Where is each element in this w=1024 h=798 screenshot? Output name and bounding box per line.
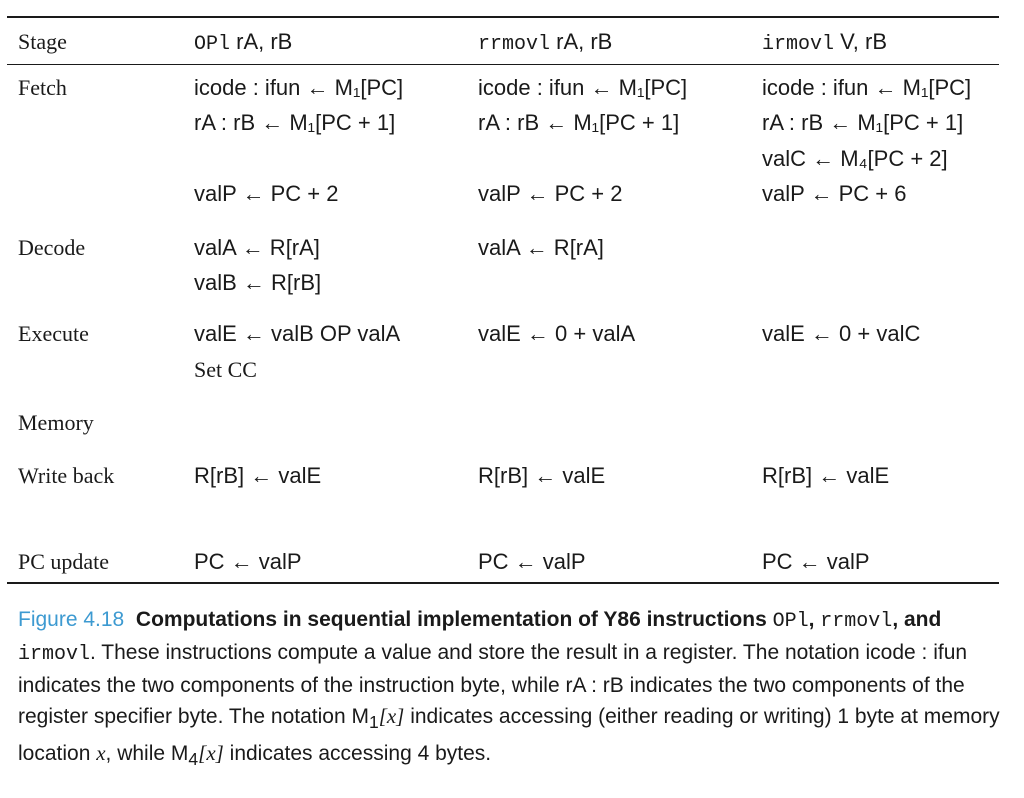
irmovl-execute-vale: valE ← 0 + valC [762,321,921,346]
op1-decode-vala: valA ← R[rA] [194,235,320,260]
rrmovl-fetch-regs: rA : rB ← M₁[PC + 1] [478,110,680,135]
caption-code-irmovl: irmovl [18,643,91,666]
op1-execute-setcc: Set CC [194,357,257,382]
caption-title-text: Computations in sequential implementation of Y86 instructions [135,608,773,631]
caption-code-rrmovl: rrmovl [820,610,893,633]
rrmovl-pcupdate: PC ← valP [478,549,586,574]
table-top-rule [7,16,999,18]
header-irmovl [762,29,887,58]
caption-body4: indicates accessing 4 bytes. [223,742,492,766]
irmovl-pcupdate: PC ← valP [762,549,870,574]
caption-and: , and [892,608,942,631]
caption-x2: [x] [198,741,224,766]
irmovl-fetch-valc: valC ← M₄[PC + 2] [762,146,948,171]
stage-decode: Decode [18,235,86,260]
figure-label: Figure 4.18 [18,608,125,631]
op1-writeback: R[rB] ← valE [194,463,322,488]
op1-execute-vale: valE ← valB OP valA [194,321,401,346]
stage-writeback: Write back [18,463,115,488]
header-rrmovl-operands: rA, rB [550,29,613,54]
header-irmovl-operands: V, rB [834,29,888,54]
caption-sub1: 1 [368,712,379,733]
caption-sub4: 4 [188,749,199,770]
header-irmovl-mnemonic: irmovl [762,33,835,56]
table-header-rule [7,64,999,65]
op1-fetch-valp: valP ← PC + 2 [194,181,339,206]
rrmovl-writeback: R[rB] ← valE [478,463,606,488]
header-stage: Stage [18,29,67,54]
rrmovl-fetch-icode: icode : ifun ← M₁[PC] [478,75,688,100]
caption-x1: [x] [378,704,405,728]
table-bottom-rule [7,582,999,584]
op1-fetch-regs: rA : rB ← M₁[PC + 1] [194,110,396,135]
op1-fetch-icode: icode : ifun ← M₁[PC] [194,75,404,100]
header-op1-mnemonic: OPl [194,33,231,56]
caption-body3: , while M [105,742,189,766]
irmovl-writeback: R[rB] ← valE [762,463,890,488]
op1-decode-valb: valB ← R[rB] [194,270,322,295]
stage-pcupdate: PC update [18,549,110,574]
irmovl-fetch-icode: icode : ifun ← M₁[PC] [762,75,972,100]
caption-comma: , [808,608,815,631]
rrmovl-execute-vale: valE ← 0 + valA [478,321,636,346]
caption-code-op1: OPl [772,610,809,633]
header-rrmovl [478,29,612,58]
stage-execute: Execute [18,321,89,346]
irmovl-fetch-valp: valP ← PC + 6 [762,181,907,206]
rrmovl-fetch-valp: valP ← PC + 2 [478,181,623,206]
caption-xvar: x [96,741,106,766]
caption-body2: indicates accessing (either reading or writing) 1 byte at memory location [18,705,1000,766]
caption-body1: . These instructions compute a value and store the result in a register. The notation icode : ifun indicates the two components of the instruction byte, while rA : rB indicates the two components of the register specifier byte. The notation M [18,641,968,728]
stage-memory: Memory [18,410,94,435]
op1-pcupdate: PC ← valP [194,549,302,574]
header-op1-operands: rA, rB [230,29,293,54]
header-op1 [194,29,292,58]
figure-caption [18,604,1008,775]
irmovl-fetch-regs: rA : rB ← M₁[PC + 1] [762,110,964,135]
rrmovl-decode-vala: valA ← R[rA] [478,235,604,260]
stage-fetch: Fetch [18,75,67,100]
header-rrmovl-mnemonic: rrmovl [478,33,551,56]
